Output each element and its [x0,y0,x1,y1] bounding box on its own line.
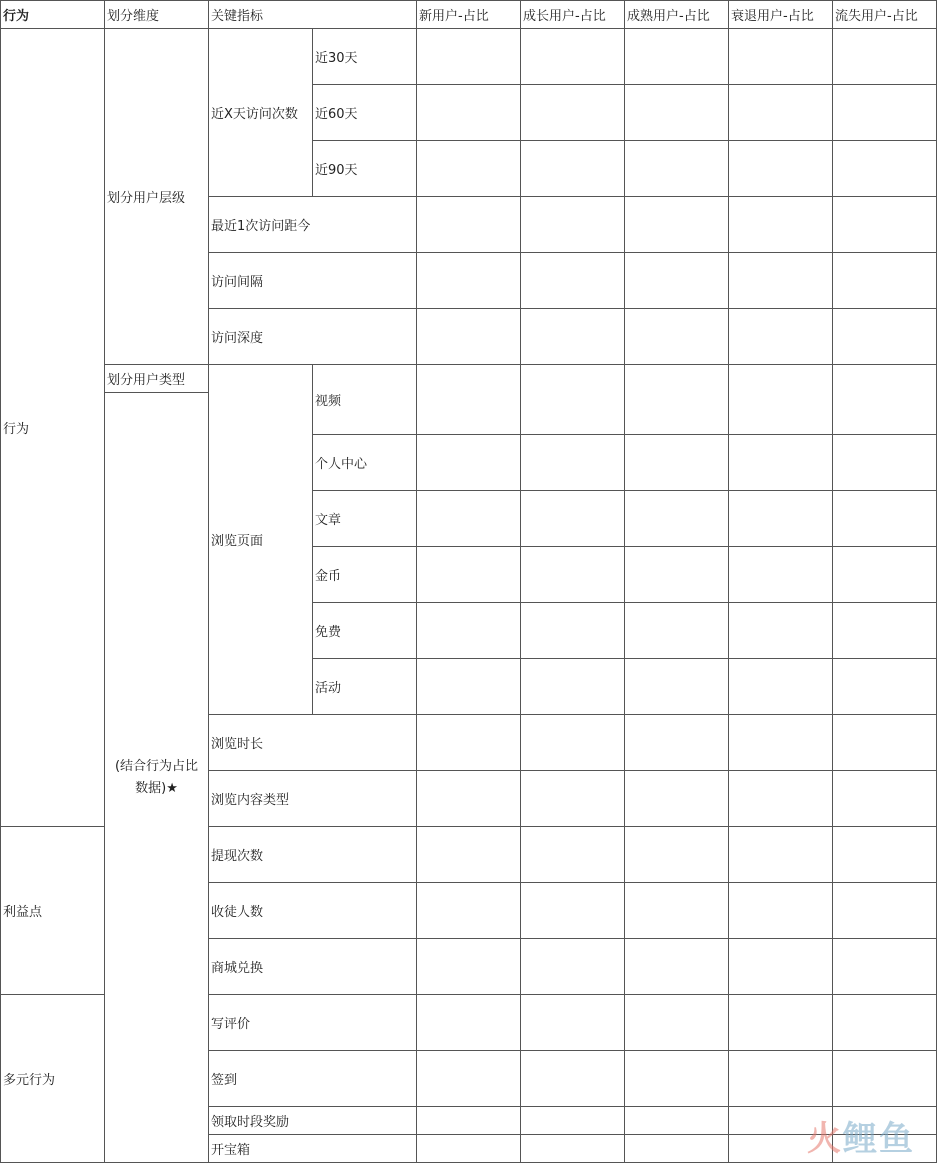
value-cell-lost[interactable] [833,939,937,995]
value-cell-lost[interactable] [833,883,937,939]
value-cell-lost[interactable] [833,365,937,435]
metric-activity: 活动 [313,659,417,715]
value-cell-decline[interactable] [729,365,833,435]
metric-browse-pages: 浏览页面 [209,365,313,715]
value-cell-lost[interactable] [833,715,937,771]
value-cell-decline[interactable] [729,995,833,1051]
value-cell-new[interactable] [417,309,521,365]
value-cell-decline[interactable] [729,85,833,141]
category-multi-behavior: 多元行为 [0,995,105,1163]
value-cell-growth[interactable] [521,309,625,365]
metric-visit-depth: 访问深度 [209,309,417,365]
metric-last-60: 近60天 [313,85,417,141]
value-cell-growth[interactable] [521,365,625,435]
value-cell-lost[interactable] [833,827,937,883]
value-cell-mature[interactable] [625,883,729,939]
dimension-note-text: (结合行为占比数据)★ [114,758,199,796]
value-cell-lost[interactable] [833,1051,937,1107]
value-cell-mature[interactable] [625,771,729,827]
header-new-user: 新用户-占比 [417,0,521,29]
value-cell-mature[interactable] [625,1051,729,1107]
header-lost-user: 流失用户-占比 [833,0,937,29]
metric-disciples: 收徒人数 [209,883,417,939]
value-cell-growth[interactable] [521,603,625,659]
value-cell-decline[interactable] [729,939,833,995]
value-cell-mature[interactable] [625,435,729,491]
value-cell-new[interactable] [417,29,521,85]
metric-checkin: 签到 [209,1051,417,1107]
value-cell-decline[interactable] [729,883,833,939]
value-cell-mature[interactable] [625,309,729,365]
value-cell-new[interactable] [417,995,521,1051]
value-cell-new[interactable] [417,547,521,603]
metric-review: 写评价 [209,995,417,1051]
metric-reward: 领取时段奖励 [209,1107,417,1135]
value-cell-mature[interactable] [625,827,729,883]
metric-article: 文章 [313,491,417,547]
value-cell-decline[interactable] [729,1051,833,1107]
value-cell-growth[interactable] [521,659,625,715]
value-cell-decline[interactable] [729,827,833,883]
value-cell-new[interactable] [417,603,521,659]
value-cell-new[interactable] [417,435,521,491]
value-cell-decline[interactable] [729,771,833,827]
value-cell-lost[interactable] [833,29,937,85]
value-cell-lost[interactable] [833,771,937,827]
value-cell-decline[interactable] [729,715,833,771]
value-cell-decline[interactable] [729,309,833,365]
value-cell-lost[interactable] [833,603,937,659]
value-cell-mature[interactable] [625,141,729,197]
value-cell-new[interactable] [417,1107,521,1135]
value-cell-growth[interactable] [521,827,625,883]
metric-last-30: 近30天 [313,29,417,85]
value-cell-growth[interactable] [521,995,625,1051]
value-cell-growth[interactable] [521,1135,625,1163]
value-cell-decline[interactable] [729,29,833,85]
metric-last-90: 近90天 [313,141,417,197]
value-cell-growth[interactable] [521,1107,625,1135]
value-cell-decline[interactable] [729,435,833,491]
metric-mall: 商城兑换 [209,939,417,995]
value-cell-growth[interactable] [521,1051,625,1107]
value-cell-mature[interactable] [625,603,729,659]
value-cell-mature[interactable] [625,659,729,715]
metric-content-type: 浏览内容类型 [209,771,417,827]
value-cell-new[interactable] [417,883,521,939]
value-cell-growth[interactable] [521,435,625,491]
value-cell-lost[interactable] [833,197,937,253]
value-cell-new[interactable] [417,827,521,883]
value-cell-decline[interactable] [729,603,833,659]
value-cell-mature[interactable] [625,85,729,141]
header-behavior: 行为 [0,0,105,29]
dimension-note [105,393,209,1163]
value-cell-new[interactable] [417,365,521,435]
value-cell-decline[interactable] [729,547,833,603]
value-cell-mature[interactable] [625,1107,729,1135]
metric-chest: 开宝箱 [209,1135,417,1163]
value-cell-growth[interactable] [521,85,625,141]
value-cell-lost[interactable] [833,309,937,365]
metric-free: 免费 [313,603,417,659]
metric-recent-visit: 最近1次访问距今 [209,197,417,253]
value-cell-decline[interactable] [729,141,833,197]
metric-personal-center: 个人中心 [313,435,417,491]
value-cell-growth[interactable] [521,883,625,939]
value-cell-new[interactable] [417,197,521,253]
metric-coin: 金币 [313,547,417,603]
value-cell-new[interactable] [417,715,521,771]
value-cell-new[interactable] [417,771,521,827]
value-cell-mature[interactable] [625,547,729,603]
value-cell-lost[interactable] [833,85,937,141]
value-cell-decline[interactable] [729,491,833,547]
value-cell-growth[interactable] [521,491,625,547]
value-cell-mature[interactable] [625,715,729,771]
header-growth-user: 成长用户-占比 [521,0,625,29]
value-cell-lost[interactable] [833,995,937,1051]
value-cell-lost[interactable] [833,659,937,715]
metric-video: 视频 [313,365,417,435]
value-cell-mature[interactable] [625,197,729,253]
metric-visits: 近X天访问次数 [209,29,313,197]
value-cell-new[interactable] [417,85,521,141]
value-cell-growth[interactable] [521,715,625,771]
metric-withdraw: 提现次数 [209,827,417,883]
value-cell-growth[interactable] [521,547,625,603]
value-cell-decline[interactable] [729,197,833,253]
value-cell-mature[interactable] [625,29,729,85]
value-cell-growth[interactable] [521,939,625,995]
dimension-user-level: 划分用户层级 [105,29,209,365]
value-cell-lost[interactable] [833,253,937,309]
header-key-metric: 关键指标 [209,0,417,29]
value-cell-lost[interactable] [833,141,937,197]
value-cell-mature[interactable] [625,365,729,435]
value-cell-growth[interactable] [521,29,625,85]
value-cell-growth[interactable] [521,141,625,197]
value-cell-mature[interactable] [625,253,729,309]
value-cell-new[interactable] [417,141,521,197]
watermark-logo: 火鲤鱼 [807,1119,915,1159]
value-cell-new[interactable] [417,1051,521,1107]
metric-visit-interval: 访问间隔 [209,253,417,309]
value-cell-mature[interactable] [625,939,729,995]
metric-browse-time: 浏览时长 [209,715,417,771]
value-cell-growth[interactable] [521,253,625,309]
header-decline-user: 衰退用户-占比 [729,0,833,29]
value-cell-growth[interactable] [521,197,625,253]
value-cell-lost[interactable] [833,435,937,491]
value-cell-new[interactable] [417,491,521,547]
value-cell-mature[interactable] [625,1135,729,1163]
value-cell-growth[interactable] [521,771,625,827]
value-cell-mature[interactable] [625,995,729,1051]
value-cell-new[interactable] [417,1135,521,1163]
value-cell-new[interactable] [417,253,521,309]
dimension-user-type: 划分用户类型 [105,365,209,393]
value-cell-decline[interactable] [729,659,833,715]
value-cell-new[interactable] [417,659,521,715]
value-cell-lost[interactable] [833,547,937,603]
value-cell-new[interactable] [417,939,521,995]
header-dimension: 划分维度 [105,0,209,29]
value-cell-decline[interactable] [729,253,833,309]
header-mature-user: 成熟用户-占比 [625,0,729,29]
value-cell-mature[interactable] [625,491,729,547]
value-cell-lost[interactable] [833,491,937,547]
category-behavior: 行为 [0,29,105,827]
category-benefit: 利益点 [0,827,105,995]
